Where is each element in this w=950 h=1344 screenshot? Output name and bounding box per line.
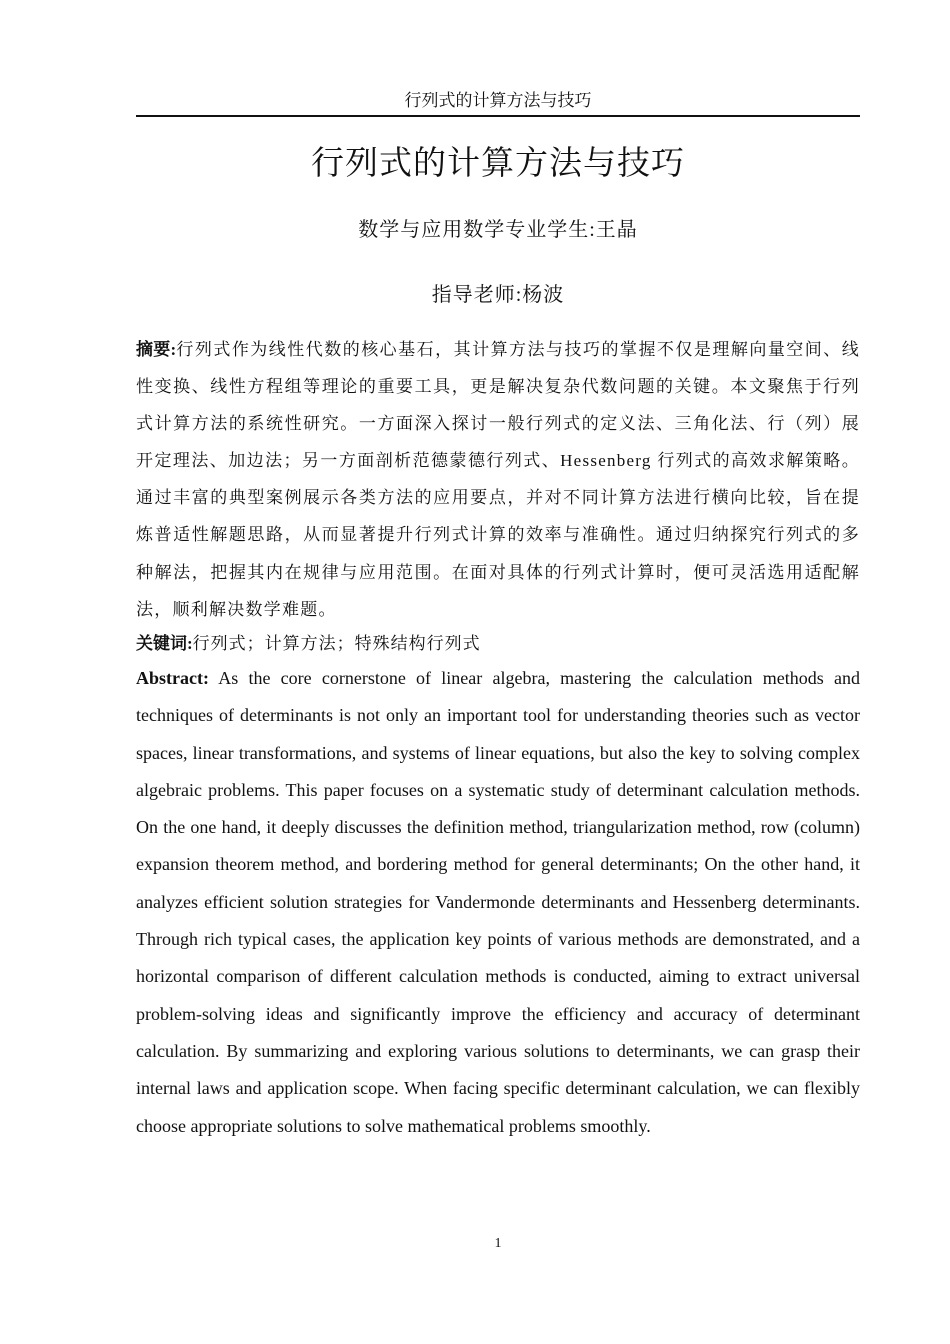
page-number: 1 xyxy=(494,1236,502,1251)
author-line: 数学与应用数学专业学生:王晶 xyxy=(358,219,638,241)
keywords-label: 关键词: xyxy=(136,634,193,653)
keywords-text: 行列式；计算方法；特殊结构行列式 xyxy=(192,634,481,653)
english-abstract-label: Abstract: xyxy=(136,668,209,688)
chinese-abstract-text: 行列式作为线性代数的核心基石，其计算方法与技巧的掌握不仅是理解向量空间、线性变换、线性方程组等理论的重要工具，更是解决复杂代数问题的关键。本文聚焦于行列式计算方法的系统性研究。一方面深入探讨一般行列式的定义法、三角化法、行（列）展开定理法、加边法；另一方面剖析范德蒙德行列式、Hessenberg 行列式的高效求解策略。通过丰富的典型案例展示各类方法的应用要点，并对不同计算方法进行横向比较，旨在提炼普适性解题思路，从而显著提升行列式计算的效率与准确性。通过归纳探究行列式的多种解法，把握其内在规律与应用范围。在面对具体的行列式计算时，便可灵活选用适配解法，顺利解决数学难题。 xyxy=(136,340,861,619)
chinese-abstract xyxy=(136,331,860,628)
running-header: 行列式的计算方法与技巧 xyxy=(136,88,860,117)
paper-title: 行列式的计算方法与技巧 xyxy=(311,143,685,182)
english-abstract-text: As the core cornerstone of linear algebra, mastering the calculation methods and techniques of determinants is not only an important tool for understanding theories such as vector spaces, linear transformations, and systems of linear equations, but also the key to solving complex algebraic problems. This paper focuses on a systematic study of determinant calculation methods. On the one hand, it deeply discusses the definition method, triangularization method, row (column) expansion theorem method, and bordering method for general determinants; On the other hand, it analyzes efficient solution strategies for Vandermonde determinants and Hessenberg determinants. Through rich typical cases, the application key points of various methods are demonstrated, and a horizontal comparison of different calculation methods is conducted, aiming to extract universal problem-solving ideas and significantly improve the efficiency and accuracy of determinant calculation. By summarizing and exploring various solutions to determinants, we can grasp their internal laws and application scope. When facing specific determinant calculation, we can flexibly choose appropriate solutions to solve mathematical problems smoothly. xyxy=(136,668,860,1136)
english-abstract xyxy=(136,660,860,1145)
advisor-line: 指导老师:杨波 xyxy=(431,284,565,306)
keywords xyxy=(136,627,860,661)
chinese-abstract-label: 摘要: xyxy=(136,340,177,359)
